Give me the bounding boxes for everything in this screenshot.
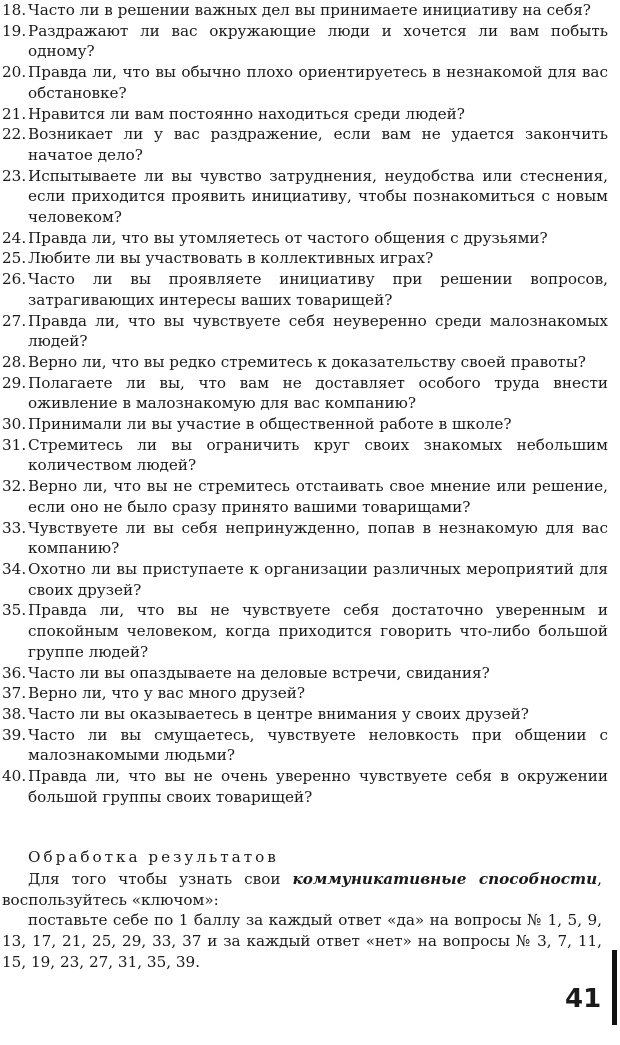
- question-item: [2, 725, 608, 766]
- question-number: 27.: [2, 311, 27, 330]
- question-text: Правда ли, что вы не чувствуете себя достаточно уверенным и спокойным человеком, когда приходится говорить что-либо большой группе людей?: [28, 601, 608, 661]
- intro-paragraph: [2, 869, 602, 910]
- question-number: 34.: [2, 559, 27, 578]
- question-text: Верно ли, что вы не стремитесь отстаивать свое мнение или решение, если оно не было сразу принято вашими товарищами?: [28, 477, 608, 516]
- question-number: 40.: [2, 767, 27, 786]
- question-item: [2, 766, 608, 807]
- question-text: Чувствуете ли вы себя непринужденно, попав в незнакомую для вас компанию?: [28, 518, 608, 558]
- question-item: [2, 600, 608, 662]
- question-item: [2, 0, 608, 21]
- question-item: [2, 269, 608, 310]
- question-text: Часто ли вы смущаетесь, чувствуете неловкость при общении с малознакомыми людьми?: [28, 725, 608, 765]
- question-text: Испытываете ли вы чувство затруднения, неудобства или стеснения, если приходится проявить инициативу, чтобы познакомиться с новым человеком?: [28, 166, 608, 227]
- question-number: 32.: [2, 477, 27, 496]
- question-number: 21.: [2, 104, 27, 123]
- question-text: Правда ли, что вы чувствуете себя неуверенно среди малознакомых людей?: [28, 311, 608, 351]
- question-item: [2, 124, 608, 165]
- question-number: 19.: [2, 21, 27, 40]
- question-number: 39.: [2, 725, 27, 744]
- question-item: [2, 663, 608, 684]
- question-item: [2, 104, 608, 125]
- question-text: Верно ли, что у вас много друзей?: [28, 684, 306, 703]
- question-number: 23.: [2, 166, 27, 185]
- question-number: 30.: [2, 415, 27, 434]
- question-item: [2, 704, 608, 725]
- question-number: 36.: [2, 663, 27, 682]
- instruction-paragraph: поставьте себе по 1 баллу за каждый ответ «да» на вопросы № 1, 5, 9, 13, 17, 21, 25, 29, 33, 37 и за каждый ответ «нет» на вопросы № 3, 7, 11, 15, 19, 23, 27, 31, 35, 39.: [2, 911, 602, 971]
- question-number: 29.: [2, 373, 27, 392]
- question-text: Верно ли, что вы редко стремитесь к доказательству своей правоты?: [28, 352, 586, 371]
- question-item: [2, 248, 608, 269]
- question-text: Правда ли, что вы утомляетесь от частого общения с друзьями?: [28, 228, 548, 247]
- question-item: [2, 683, 608, 704]
- question-number: 24.: [2, 228, 27, 247]
- question-text: Часто ли вы опаздываете на деловые встречи, свидания?: [28, 663, 490, 682]
- section-heading: Обработка результатов: [28, 848, 279, 866]
- question-text: Возникает ли у вас раздражение, если вам не удается закончить начатое дело?: [28, 125, 608, 164]
- intro-emphasis: коммуникативные способности: [292, 870, 598, 888]
- question-text: Правда ли, что вы обычно плохо ориентируетесь в незнакомой для вас обстановке?: [28, 63, 608, 102]
- question-text: Нравится ли вам постоянно находиться среди людей?: [28, 104, 465, 123]
- results-text: [2, 869, 602, 973]
- question-number: 28.: [2, 352, 27, 371]
- question-item: [2, 311, 608, 352]
- question-text: Часто ли в решении важных дел вы принимаете инициативу на себя?: [28, 1, 591, 19]
- question-number: 20.: [2, 63, 27, 82]
- question-number: 38.: [2, 704, 27, 723]
- question-number: 26.: [2, 270, 27, 289]
- question-text: Часто ли вы оказываетесь в центре внимания у своих друзей?: [28, 704, 529, 723]
- page-number: 41: [565, 984, 602, 1014]
- question-text: Любите ли вы участвовать в коллективных играх?: [28, 249, 434, 268]
- question-text: Полагаете ли вы, что вам не доставляет особого труда внести оживление в малознакомую для вас компанию?: [28, 373, 608, 413]
- question-item: [2, 559, 608, 600]
- question-item: [2, 518, 608, 559]
- question-text: Принимали ли вы участие в общественной работе в школе?: [28, 415, 512, 434]
- question-text: Охотно ли вы приступаете к организации различных мероприятий для своих друзей?: [28, 559, 608, 599]
- question-item: [2, 352, 608, 373]
- question-item: [2, 166, 608, 228]
- question-item: [2, 414, 608, 435]
- intro-after: , воспользуйтесь «ключом»:: [2, 870, 602, 909]
- question-number: 35.: [2, 601, 27, 620]
- question-text: Часто ли вы проявляете инициативу при решении вопросов, затрагивающих интересы ваших товарищей?: [28, 270, 608, 309]
- page-edge-mark: [612, 950, 617, 1025]
- question-text: Стремитесь ли вы ограничить круг своих знакомых небольшим количеством людей?: [28, 435, 608, 475]
- question-number: 22.: [2, 125, 27, 144]
- question-item: [2, 21, 608, 62]
- question-text: Правда ли, что вы не очень уверенно чувствуете себя в окружении большой группы своих товарищей?: [28, 767, 608, 806]
- question-number: 18.: [2, 1, 27, 19]
- question-number: 33.: [2, 518, 27, 537]
- question-number: 25.: [2, 249, 27, 268]
- question-number: 37.: [2, 684, 27, 703]
- question-item: [2, 373, 608, 414]
- intro-before: Для того чтобы узнать свои: [28, 870, 293, 888]
- question-text: Раздражают ли вас окружающие люди и хочется ли вам побыть одному?: [28, 21, 608, 61]
- question-item: [2, 228, 608, 249]
- question-item: [2, 435, 608, 476]
- question-item: [2, 476, 608, 517]
- question-item: [2, 62, 608, 103]
- question-number: 31.: [2, 435, 27, 454]
- question-list: [2, 0, 608, 807]
